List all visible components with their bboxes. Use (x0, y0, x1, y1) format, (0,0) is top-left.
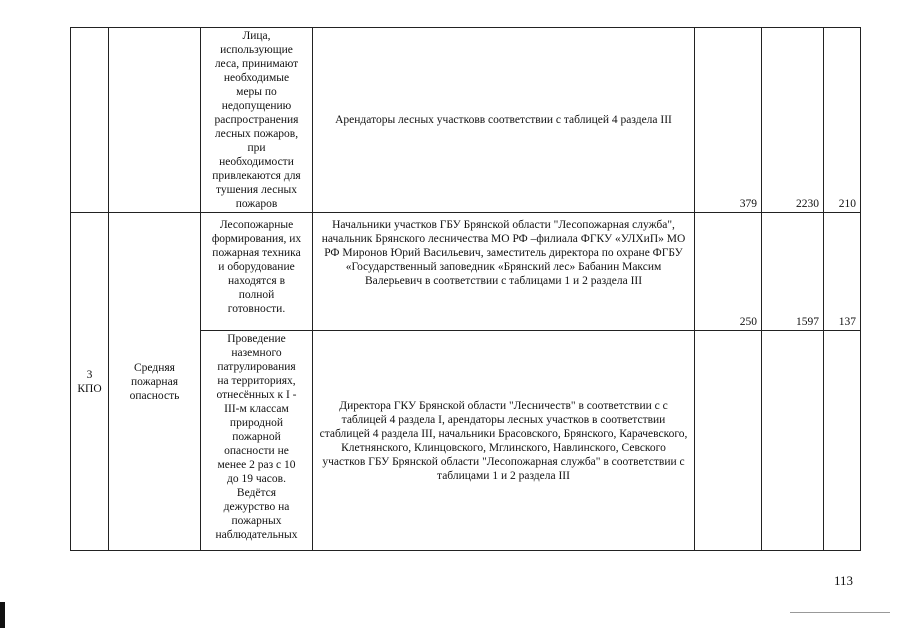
count-cell-3: 137 (824, 213, 861, 331)
responsible-cell: Начальники участков ГБУ Брянской области "Лесопожарная служба", начальник Брянского лесничества МО РФ –филиала ФГКУ «УЛХиП» МО РФ Миронов Юрий Васильевич, заместитель директора по охране ФГБУ «Государственный заповедник «Брянский лес» Бабанин Максим Валерьевич в соответствии с таблицами 1 и 2 раздела III (313, 213, 695, 331)
count-cell-1: 379 (695, 28, 762, 213)
danger-cell (109, 28, 201, 213)
count-cell-1 (695, 331, 762, 551)
count-cell-1: 250 (695, 213, 762, 331)
responsible-cell: Директора ГКУ Брянской области "Лесничеств" в соответствии с с таблицей 4 раздела I, арендаторы лесных участков в соответствии стаблицей 4 раздела III, начальники Брасовского, Брянского, Карачевского, Клетнянского, Клинцовского, Мглинского, Навлинского, Севского участков ГБУ Брянской области "Лесопожарная служба" в соответствии с таблицами 1 и 2 раздела III (313, 331, 695, 551)
page-number: 113 (834, 573, 854, 588)
count-cell-2 (762, 331, 824, 551)
table-row (71, 28, 861, 213)
count-cell-2: 1597 (762, 213, 824, 331)
scan-edge-mark (0, 602, 5, 628)
count-cell-2: 2230 (762, 28, 824, 213)
fire-danger-table (70, 27, 861, 551)
measures-cell: Лесопожарные формирования, их пожарная техника и оборудование находятся в полной готовности. (201, 213, 313, 331)
danger-cell: Средняя пожарная опасность (109, 213, 201, 551)
count-cell-3 (824, 331, 861, 551)
measures-cell: Лица, использующие леса, принимают необходимые меры по недопущению распространения лесных пожаров, при необходимости привлекаются для тушения лесных пожаров (201, 28, 313, 213)
level-cell: 3 КПО (71, 213, 109, 551)
count-cell-3: 210 (824, 28, 861, 213)
responsible-cell: Арендаторы лесных участковв соответствии с таблицей 4 раздела III (313, 28, 695, 213)
level-cell (71, 28, 109, 213)
footer-rule (790, 612, 890, 613)
table-row (71, 213, 861, 331)
measures-cell: Проведение наземного патрулирования на территориях, отнесённых к I - III-м классам природной пожарной опасности не менее 2 раз с 10 до 19 часов. Ведётся дежурство на пожарных наблюдательных (201, 331, 313, 551)
